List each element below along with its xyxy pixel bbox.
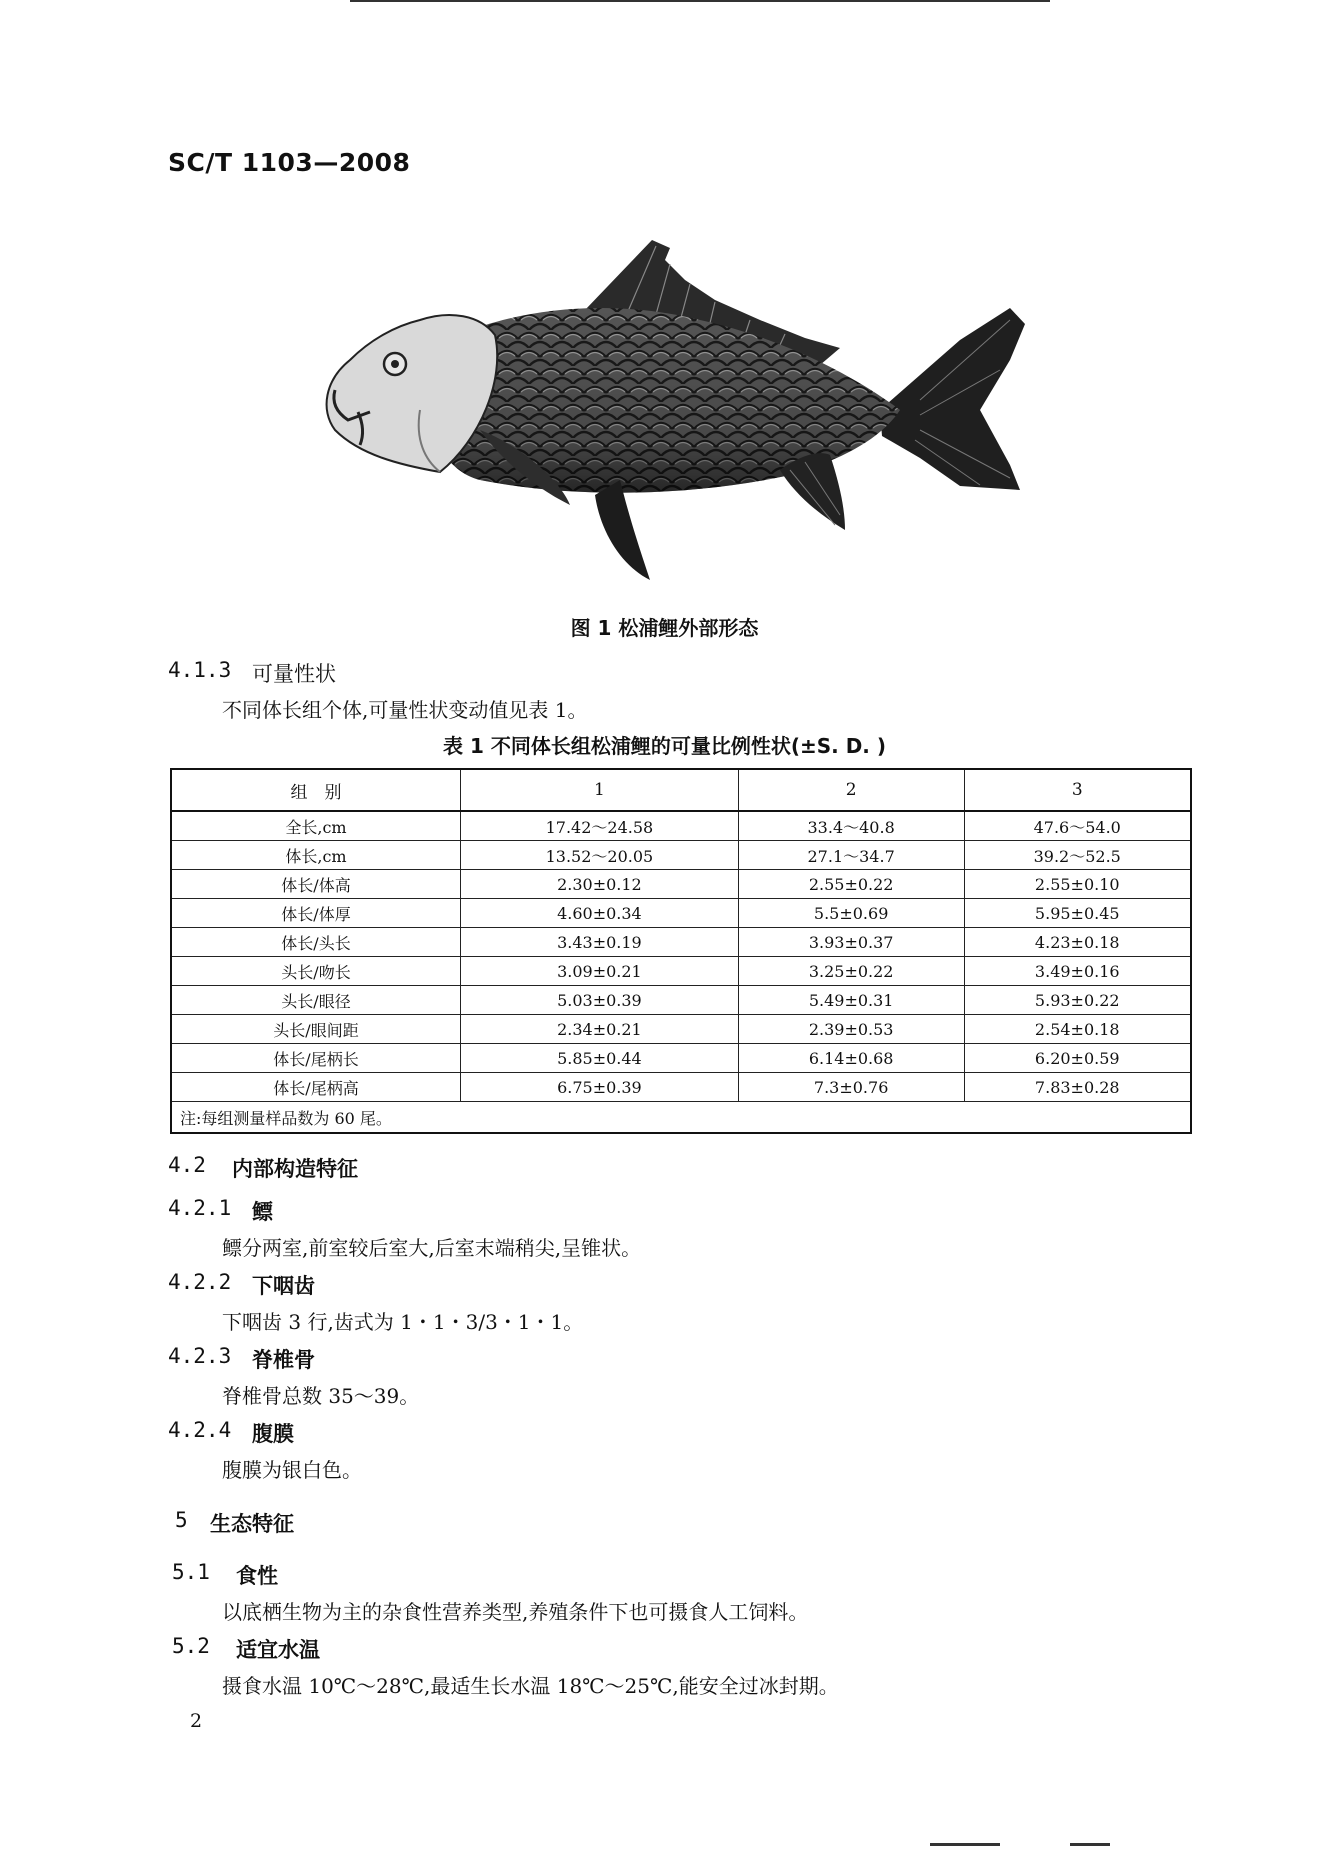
table-cell: 5.93±0.22 [964,986,1191,1015]
table-row [171,1044,1191,1073]
table-cell: 全长,cm [171,811,461,841]
table-cell: 2.34±0.21 [461,1015,739,1044]
section-number-5: 5 [175,1508,188,1532]
table-cell: 2.55±0.22 [738,870,964,899]
section-title-5-1: 食性 [236,1564,278,1588]
table-row [171,899,1191,928]
table-cell: 体长/尾柄高 [171,1073,461,1102]
page-number: 2 [190,1710,203,1732]
table-cell: 5.03±0.39 [461,986,739,1015]
table-cell: 17.42～24.58 [461,811,739,841]
table-cell: 体长/体高 [171,870,461,899]
section-text-5-2: 摄食水温 10℃～28℃,最适生长水温 18℃～25℃,能安全过冰封期。 [222,1674,839,1698]
table-note-row [171,1102,1191,1134]
section-text-4-2-2: 下咽齿 3 行,齿式为 1・1・3/3・1・1。 [222,1310,584,1334]
anal-fin [780,453,845,530]
table-cell: 7.3±0.76 [738,1073,964,1102]
bottom-mark [1070,1843,1110,1846]
table-row [171,841,1191,870]
table-cell: 6.75±0.39 [461,1073,739,1102]
table-cell: 5.95±0.45 [964,899,1191,928]
table-cell: 5.5±0.69 [738,899,964,928]
section-text-4-2-4: 腹膜为银白色。 [222,1458,362,1482]
table-header-cell: 2 [738,769,964,811]
section-title-4-2-3: 脊椎骨 [252,1348,315,1372]
section-number-5-2: 5.2 [172,1634,210,1658]
table-cell: 33.4～40.8 [738,811,964,841]
table-caption: 表 1 不同体长组松浦鲤的可量比例性状(±S. D. ) [442,734,886,758]
table-cell: 3.93±0.37 [738,928,964,957]
table-cell: 3.25±0.22 [738,957,964,986]
standard-code: SC/T 1103—2008 [168,148,411,177]
table-cell: 4.60±0.34 [461,899,739,928]
table-cell: 3.43±0.19 [461,928,739,957]
bottom-mark [930,1843,1000,1846]
table-cell: 7.83±0.28 [964,1073,1191,1102]
section-number-5-1: 5.1 [172,1560,210,1584]
table-cell: 39.2～52.5 [964,841,1191,870]
table-row [171,1073,1191,1102]
section-title-4-2-1: 鳔 [252,1200,273,1224]
table-cell: 头长/眼间距 [171,1015,461,1044]
section-title-4-2-4: 腹膜 [252,1422,294,1446]
table-row [171,928,1191,957]
table-cell: 体长/尾柄长 [171,1044,461,1073]
table-header-row [171,769,1191,811]
section-number-4-1-3: 4.1.3 [168,658,232,682]
table-cell: 47.6～54.0 [964,811,1191,841]
section-number-4-2-2: 4.2.2 [168,1270,232,1294]
section-text-5-1: 以底栖生物为主的杂食性营养类型,养殖条件下也可摄食人工饲料。 [222,1600,809,1624]
table-header-cell: 3 [964,769,1191,811]
table-cell: 5.49±0.31 [738,986,964,1015]
tail-fin [880,308,1025,490]
table-cell: 5.85±0.44 [461,1044,739,1073]
table-cell: 体长,cm [171,841,461,870]
table-header-cell: 1 [461,769,739,811]
section-title-5-2: 适宜水温 [236,1638,320,1662]
table-cell: 体长/体厚 [171,899,461,928]
section-number-4-2: 4.2 [168,1153,206,1177]
table-cell: 13.52～20.05 [461,841,739,870]
section-title-4-2: 内部构造特征 [232,1157,358,1181]
table-cell: 2.55±0.10 [964,870,1191,899]
carp-illustration-icon [320,240,1030,595]
table-cell: 6.14±0.68 [738,1044,964,1073]
pelvic-fin [595,480,650,580]
section-text-4-2-1: 鳔分两室,前室较后室大,后室末端稍尖,呈锥状。 [222,1236,642,1260]
table-cell: 6.20±0.59 [964,1044,1191,1073]
table-cell: 2.39±0.53 [738,1015,964,1044]
table-row [171,1015,1191,1044]
table-cell: 4.23±0.18 [964,928,1191,957]
section-text-4-1-3: 不同体长组个体,可量性状变动值见表 1。 [222,698,588,722]
table-cell: 体长/头长 [171,928,461,957]
table-cell: 3.09±0.21 [461,957,739,986]
table-header-cell: 组 别 [171,769,461,811]
table-cell: 头长/眼径 [171,986,461,1015]
table-row [171,811,1191,841]
figure-caption: 图 1 松浦鲤外部形态 [570,616,759,640]
table-cell: 2.54±0.18 [964,1015,1191,1044]
section-number-4-2-4: 4.2.4 [168,1418,232,1442]
table-cell: 2.30±0.12 [461,870,739,899]
section-title-5: 生态特征 [210,1512,294,1536]
table-note: 注:每组测量样品数为 60 尾。 [171,1102,1191,1134]
section-number-4-2-1: 4.2.1 [168,1196,232,1220]
section-number-4-2-3: 4.2.3 [168,1344,232,1368]
table-row [171,957,1191,986]
measurable-traits-table [170,768,1192,1134]
table-row [171,986,1191,1015]
top-rule [350,0,1050,2]
table-cell: 27.1～34.7 [738,841,964,870]
table-cell: 头长/吻长 [171,957,461,986]
table-row [171,870,1191,899]
section-title-4-2-2: 下咽齿 [252,1274,315,1298]
table-cell: 3.49±0.16 [964,957,1191,986]
section-text-4-2-3: 脊椎骨总数 35～39。 [222,1384,420,1408]
section-title-4-1-3: 可量性状 [252,662,336,686]
